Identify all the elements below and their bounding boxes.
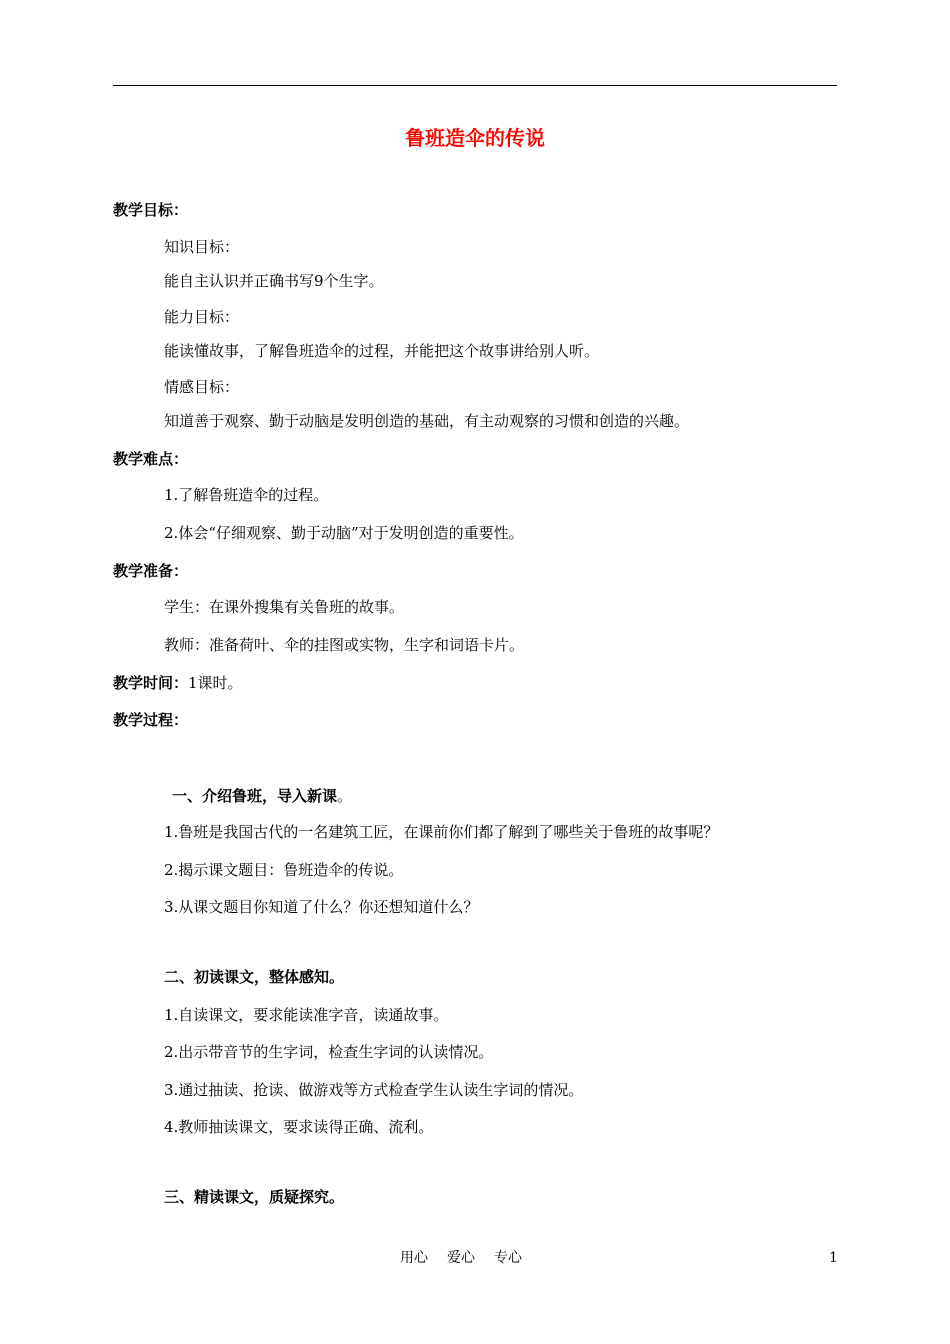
section1-item: 2.揭示课文题目：鲁班造伞的传说。 (164, 861, 404, 879)
goals-heading: 教学目标： (113, 201, 189, 219)
time-value: 1课时。 (188, 674, 243, 692)
prep-item: 教师：准备荷叶、伞的挂图或实物，生字和词语卡片。 (164, 636, 525, 654)
emotion-label: 情感目标： (164, 378, 240, 396)
section1-heading: 一、介绍鲁班，导入新课 (172, 787, 338, 805)
header-rule (113, 85, 837, 86)
emotion-text: 知道善于观察、勤于动脑是发明创造的基础，有主动观察的习惯和创造的兴趣。 (164, 412, 690, 430)
teaching-time (113, 672, 243, 694)
section2-item: 3.通过抽读、抢读、做游戏等方式检查学生认读生字词的情况。 (164, 1081, 584, 1099)
document-title: 鲁班造伞的传说 (405, 126, 545, 150)
section-heading (172, 785, 352, 807)
page-number: 1 (829, 1250, 838, 1266)
prep-heading: 教学准备： (113, 562, 189, 580)
difficulty-item: 2.体会“仔细观察、勤于动脑”对于发明创造的重要性。 (164, 524, 524, 542)
section3-heading: 三、精读课文，质疑探究。 (164, 1188, 345, 1206)
section2-item: 4.教师抽读课文，要求读得正确、流利。 (164, 1118, 434, 1136)
section2-item: 1.自读课文，要求能读准字音，读通故事。 (164, 1006, 449, 1024)
difficulty-heading: 教学难点： (113, 450, 189, 468)
footer-word: 用心 (400, 1250, 428, 1266)
ability-text: 能读懂故事，了解鲁班造伞的过程，并能把这个故事讲给别人听。 (164, 342, 600, 360)
knowledge-label: 知识目标： (164, 238, 240, 256)
knowledge-text: 能自主认识并正确书写9个生字。 (164, 272, 384, 290)
process-heading: 教学过程： (113, 711, 189, 729)
section1-item: 3.从课文题目你知道了什么？你还想知道什么？ (164, 898, 479, 916)
section1-item: 1.鲁班是我国古代的一名建筑工匠，在课前你们都了解到了哪些关于鲁班的故事呢？ (164, 823, 719, 841)
section2-heading: 二、初读课文，整体感知。 (164, 968, 345, 986)
section1-heading-end: 。 (337, 787, 353, 805)
prep-item: 学生：在课外搜集有关鲁班的故事。 (164, 598, 405, 616)
difficulty-item: 1.了解鲁班造伞的过程。 (164, 486, 329, 504)
footer-word: 爱心 (447, 1250, 475, 1266)
time-heading: 教学时间： (113, 674, 189, 692)
ability-label: 能力目标： (164, 308, 240, 326)
footer-word: 专心 (494, 1250, 522, 1266)
section2-item: 2.出示带音节的生字词，检查生字词的认读情况。 (164, 1043, 494, 1061)
